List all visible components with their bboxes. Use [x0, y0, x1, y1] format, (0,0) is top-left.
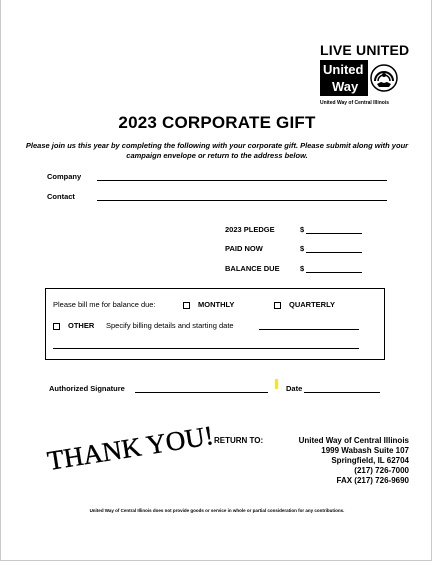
- monthly-label: MONTHLY: [198, 300, 235, 309]
- address-line: (217) 726-7000: [354, 466, 409, 475]
- pledge-currency: $: [300, 225, 305, 234]
- billing-prompt: Please bill me for balance due:: [53, 300, 156, 309]
- address-line: FAX (217) 726-9690: [336, 476, 409, 485]
- pledge-label: 2023 PLEDGE: [225, 225, 275, 234]
- thank-you-lettering: [45, 420, 216, 476]
- date-label: Date: [286, 384, 303, 393]
- highlight-mark: [275, 379, 278, 389]
- balance-currency: $: [300, 264, 305, 273]
- company-label: Company: [47, 172, 82, 181]
- pledge-amount-field[interactable]: [306, 233, 362, 234]
- paid-now-field[interactable]: [306, 252, 362, 253]
- paid-currency: $: [300, 244, 305, 253]
- billing-details-field-2[interactable]: [53, 348, 359, 349]
- hand-person-rainbow-icon: [370, 64, 398, 92]
- company-field[interactable]: [97, 180, 387, 181]
- thank-you-text: THANK YOU!: [45, 420, 216, 476]
- address-line: 1999 Wabash Suite 107: [321, 446, 409, 455]
- balance-due-label: BALANCE DUE: [225, 264, 280, 273]
- other-label: OTHER: [68, 321, 95, 330]
- page-title: 2023 CORPORATE GIFT: [118, 113, 316, 132]
- monthly-checkbox[interactable]: [183, 302, 190, 309]
- united-way-logo: [320, 60, 398, 96]
- address-line: Springfield, IL 62704: [331, 456, 409, 465]
- contact-field[interactable]: [97, 200, 387, 201]
- contact-label: Contact: [47, 192, 75, 201]
- intro-text: Please join us this year by completing the following with your corporate gift. Please submit along with your campaign envelope or return to the address below.: [25, 141, 409, 160]
- logo-word-united: United: [320, 60, 368, 79]
- authorized-signature-label: Authorized Signature: [49, 384, 125, 393]
- quarterly-checkbox[interactable]: [274, 302, 281, 309]
- date-field[interactable]: [304, 392, 380, 393]
- return-address: [271, 436, 409, 486]
- signature-field[interactable]: [135, 392, 268, 393]
- footer-disclaimer: United Way of Central Illinois does not provide goods or service in whole or partial consideration for any contributions.: [89, 508, 345, 513]
- address-line: United Way of Central Illinois: [298, 436, 409, 445]
- other-detail-label: Specify billing details and starting date: [106, 321, 234, 330]
- logo-word-way: Way: [320, 79, 368, 96]
- billing-details-field[interactable]: [259, 329, 359, 330]
- live-united-tagline: LIVE UNITED: [320, 42, 410, 58]
- return-to-label: RETURN TO:: [214, 436, 264, 445]
- paid-now-label: PAID NOW: [225, 244, 263, 253]
- billing-box: [45, 288, 385, 360]
- balance-due-field[interactable]: [306, 272, 362, 273]
- other-checkbox[interactable]: [53, 323, 60, 330]
- quarterly-label: QUARTERLY: [289, 300, 335, 309]
- logo-caption: United Way of Central Illinois: [320, 100, 389, 106]
